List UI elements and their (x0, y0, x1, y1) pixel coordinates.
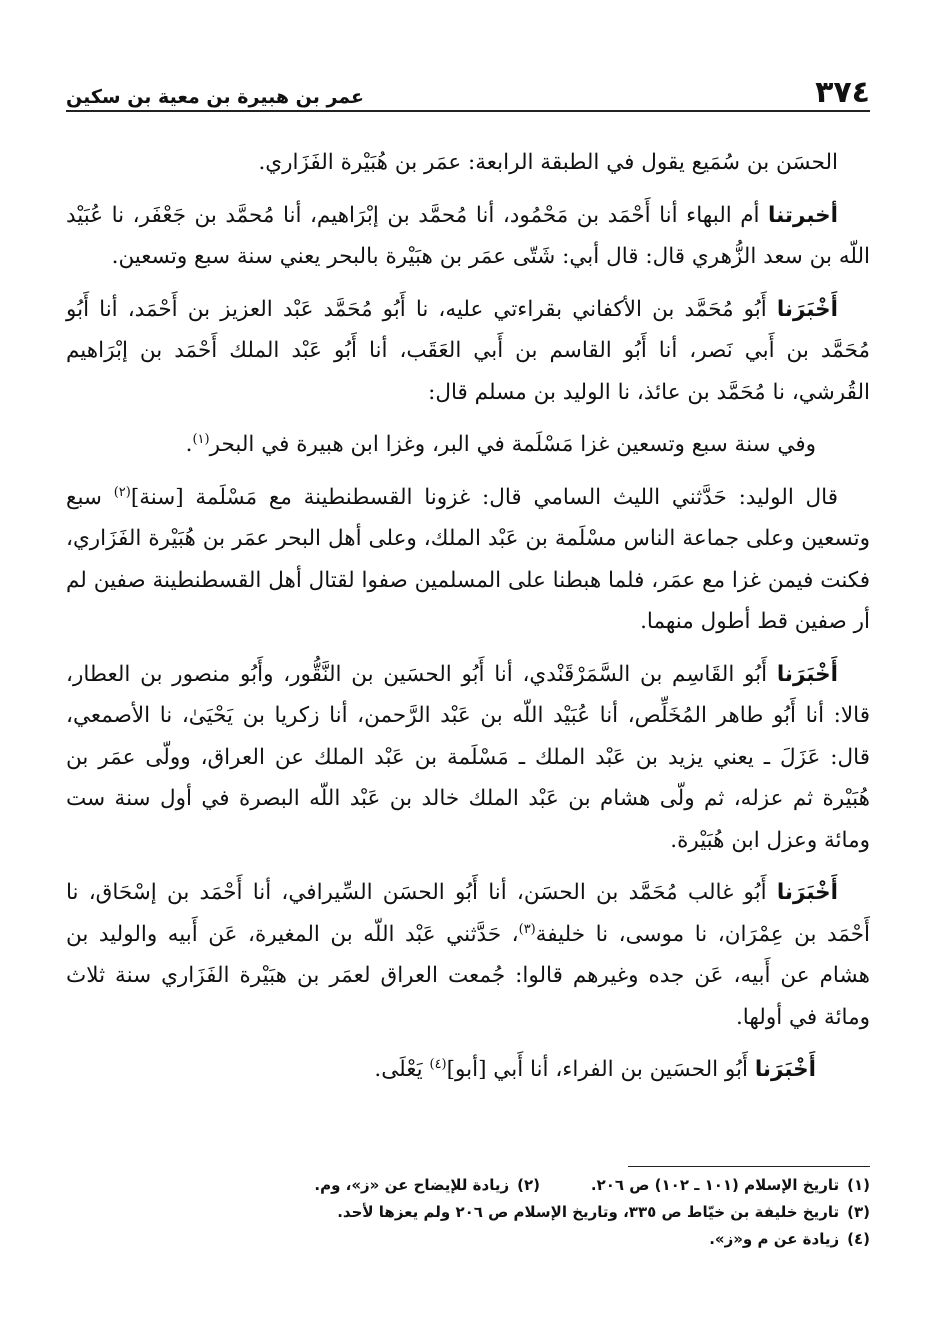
paragraph-8 (66, 1049, 870, 1091)
paragraph-tail: . (185, 432, 193, 457)
paragraph-3 (66, 289, 870, 414)
paragraph-1 (66, 142, 870, 184)
paragraph-7 (66, 872, 870, 1038)
paragraph-lead: أَخْبَرَنا (776, 661, 838, 687)
paragraph-text: الحسَن بن سُمَيع يقول في الطبقة الرابعة: عمَر بن هُبَيْرة الفَزَاري. (258, 150, 838, 175)
footnote-text: تاريخ خليفة بن خيّاط ص ٣٣٥، وتاريخ الإسلام ص ٢٠٦ ولم يعزها لأحد. (337, 1203, 840, 1221)
footnote-2 (314, 1172, 540, 1199)
paragraph-4 (66, 424, 870, 466)
paragraph-text: وفي سنة سبع وتسعين غزا مَسْلَمة في البر، وغزا ابن هبيرة في البحر (209, 432, 816, 457)
paragraph-6 (66, 654, 870, 862)
footnote-text: زيادة للإيضاح عن «ز»، وم. (314, 1176, 510, 1194)
paragraph-text: أَبُو القَاسِم بن السَّمَرْقَنْدي، أنا أَبُو الحسَين بن النَّقُّور، وأَبُو منصور بن العطار، قالا: أنا أَبُو طاهر المُخَلِّص، أنا عُبَيْد اللّه بن عَبْد الرَّحمن، أنا زكريا بن يَحْيَىٰ، نا الأصمعي، قال: عَزَلَ ـ يعني يزيد بن عَبْد الملك ـ مَسْلَمة بن عَبْد الملك عن العراق، وولّى عمَر بن هُبَيْرة ثم عزله، ثم ولّى هشام بن عَبْد الملك خالد بن عَبْد اللّه البصرة في أول سنة ست ومائة وعزل ابن هُبَيْرة. (66, 661, 870, 853)
footnote-mark: (١) (847, 1176, 870, 1194)
running-title: عمر بن هبيرة بن معية بن سكين (66, 86, 364, 108)
paragraph-text: أَبُو مُحَمَّد بن الأكفاني بقراءتي عليه، نا أَبُو مُحَمَّد عَبْد العزيز بن أَحْمَد، أنا أَبُو مُحَمَّد بن أَبي نَصر، أنا أَبُو القاسم بن أَبي العَقَب، أنا أَبُو عَبْد الملك أَحْمَد بن إبْرَاهيم القُرشي، نا مُحَمَّد بن عائذ، نا الوليد بن مسلم قال: (66, 296, 870, 405)
footnote-ref: (٢) (113, 484, 131, 500)
main-text (66, 142, 870, 1102)
page-header (66, 62, 870, 108)
footnote-mark: (٣) (847, 1203, 870, 1221)
footnotes (66, 1172, 870, 1253)
paragraph-lead: أَخْبَرَنا (776, 296, 838, 322)
paragraph-tail: ، حَدَّثني عَبْد اللّه بن المغيرة، عَن أَبيه والوليد بن هشام عن أَبيه، عَن جده وغيرهم قالوا: جُمعت العراق لعمَر بن هبَيْرة الفَزَاري سنة ثلاث ومائة في أولها. (66, 921, 870, 1030)
footnote-ref: (١) (192, 431, 210, 447)
paragraph-lead: أَخْبَرَنا (776, 880, 838, 905)
paragraph-lead: أخبرتنا (768, 202, 838, 228)
footnote-ref: (٣) (518, 921, 536, 937)
paragraph-lead: أَخْبَرَنا (754, 1057, 816, 1082)
footnote-ref: (٤) (429, 1056, 447, 1072)
paragraph-text: قال الوليد: حَدَّثني الليث السامي قال: غزونا القسطنطينة مع مَسْلَمة [سنة] (130, 484, 838, 510)
paragraph-text: أَبُو غالب مُحَمَّد بن الحسَن، أنا أَبُو الحسَن السِّيرافي، أنا أَحْمَد بن إسْحَاق، نا أَحْمَد بن عِمْرَان، نا موسى، نا خليفة (66, 880, 870, 947)
footnote-mark: (٢) (517, 1176, 540, 1194)
footnote-text: تاريخ الإسلام (١٠١ ـ ١٠٢) ص ٢٠٦. (590, 1176, 840, 1194)
footnote-row (66, 1226, 870, 1253)
footnote-3 (337, 1199, 870, 1226)
footnote-4 (709, 1226, 870, 1253)
footnote-rule (628, 1166, 870, 1167)
paragraph-5 (66, 477, 870, 643)
paragraph-text: أَبُو الحسَين بن الفراء، أنا أَبي [أبو] (446, 1057, 755, 1082)
footnote-row (66, 1199, 870, 1226)
paragraph-2 (66, 195, 870, 278)
footnote-text: زيادة عن م و«ز». (709, 1230, 840, 1248)
paragraph-tail: سبع وتسعين وعلى جماعة الناس مسْلَمة بن عَبْد الملك، وعلى أهل البحر عمَر بن هُبَيْرة الفَزَاري، فكنت فيمن غزا مع عمَر، فلما هبطنا على المسلمين صفوا لقتال أهل القسطنطينة صفين لم أر صفين قط أطول منهما. (66, 484, 870, 634)
footnote-mark: (٤) (847, 1230, 870, 1248)
paragraph-tail: يَعْلَى. (374, 1057, 430, 1082)
header-rule (66, 110, 870, 112)
paragraph-text: أم البهاء أنا أَحْمَد بن مَحْمُود، أنا مُحمَّد بن إبْرَاهيم، أنا مُحمَّد بن جَعْفَر، نا عُبَيْد اللّه بن سعد الزُّهري قال: قال أبي: شَتّى عمَر بن هبَيْرة بالبحر يعني سنة سبع وتسعين. (66, 202, 870, 269)
page-number: ٣٧٤ (815, 75, 870, 110)
footnote-row (66, 1172, 870, 1199)
footnote-1 (540, 1172, 870, 1199)
